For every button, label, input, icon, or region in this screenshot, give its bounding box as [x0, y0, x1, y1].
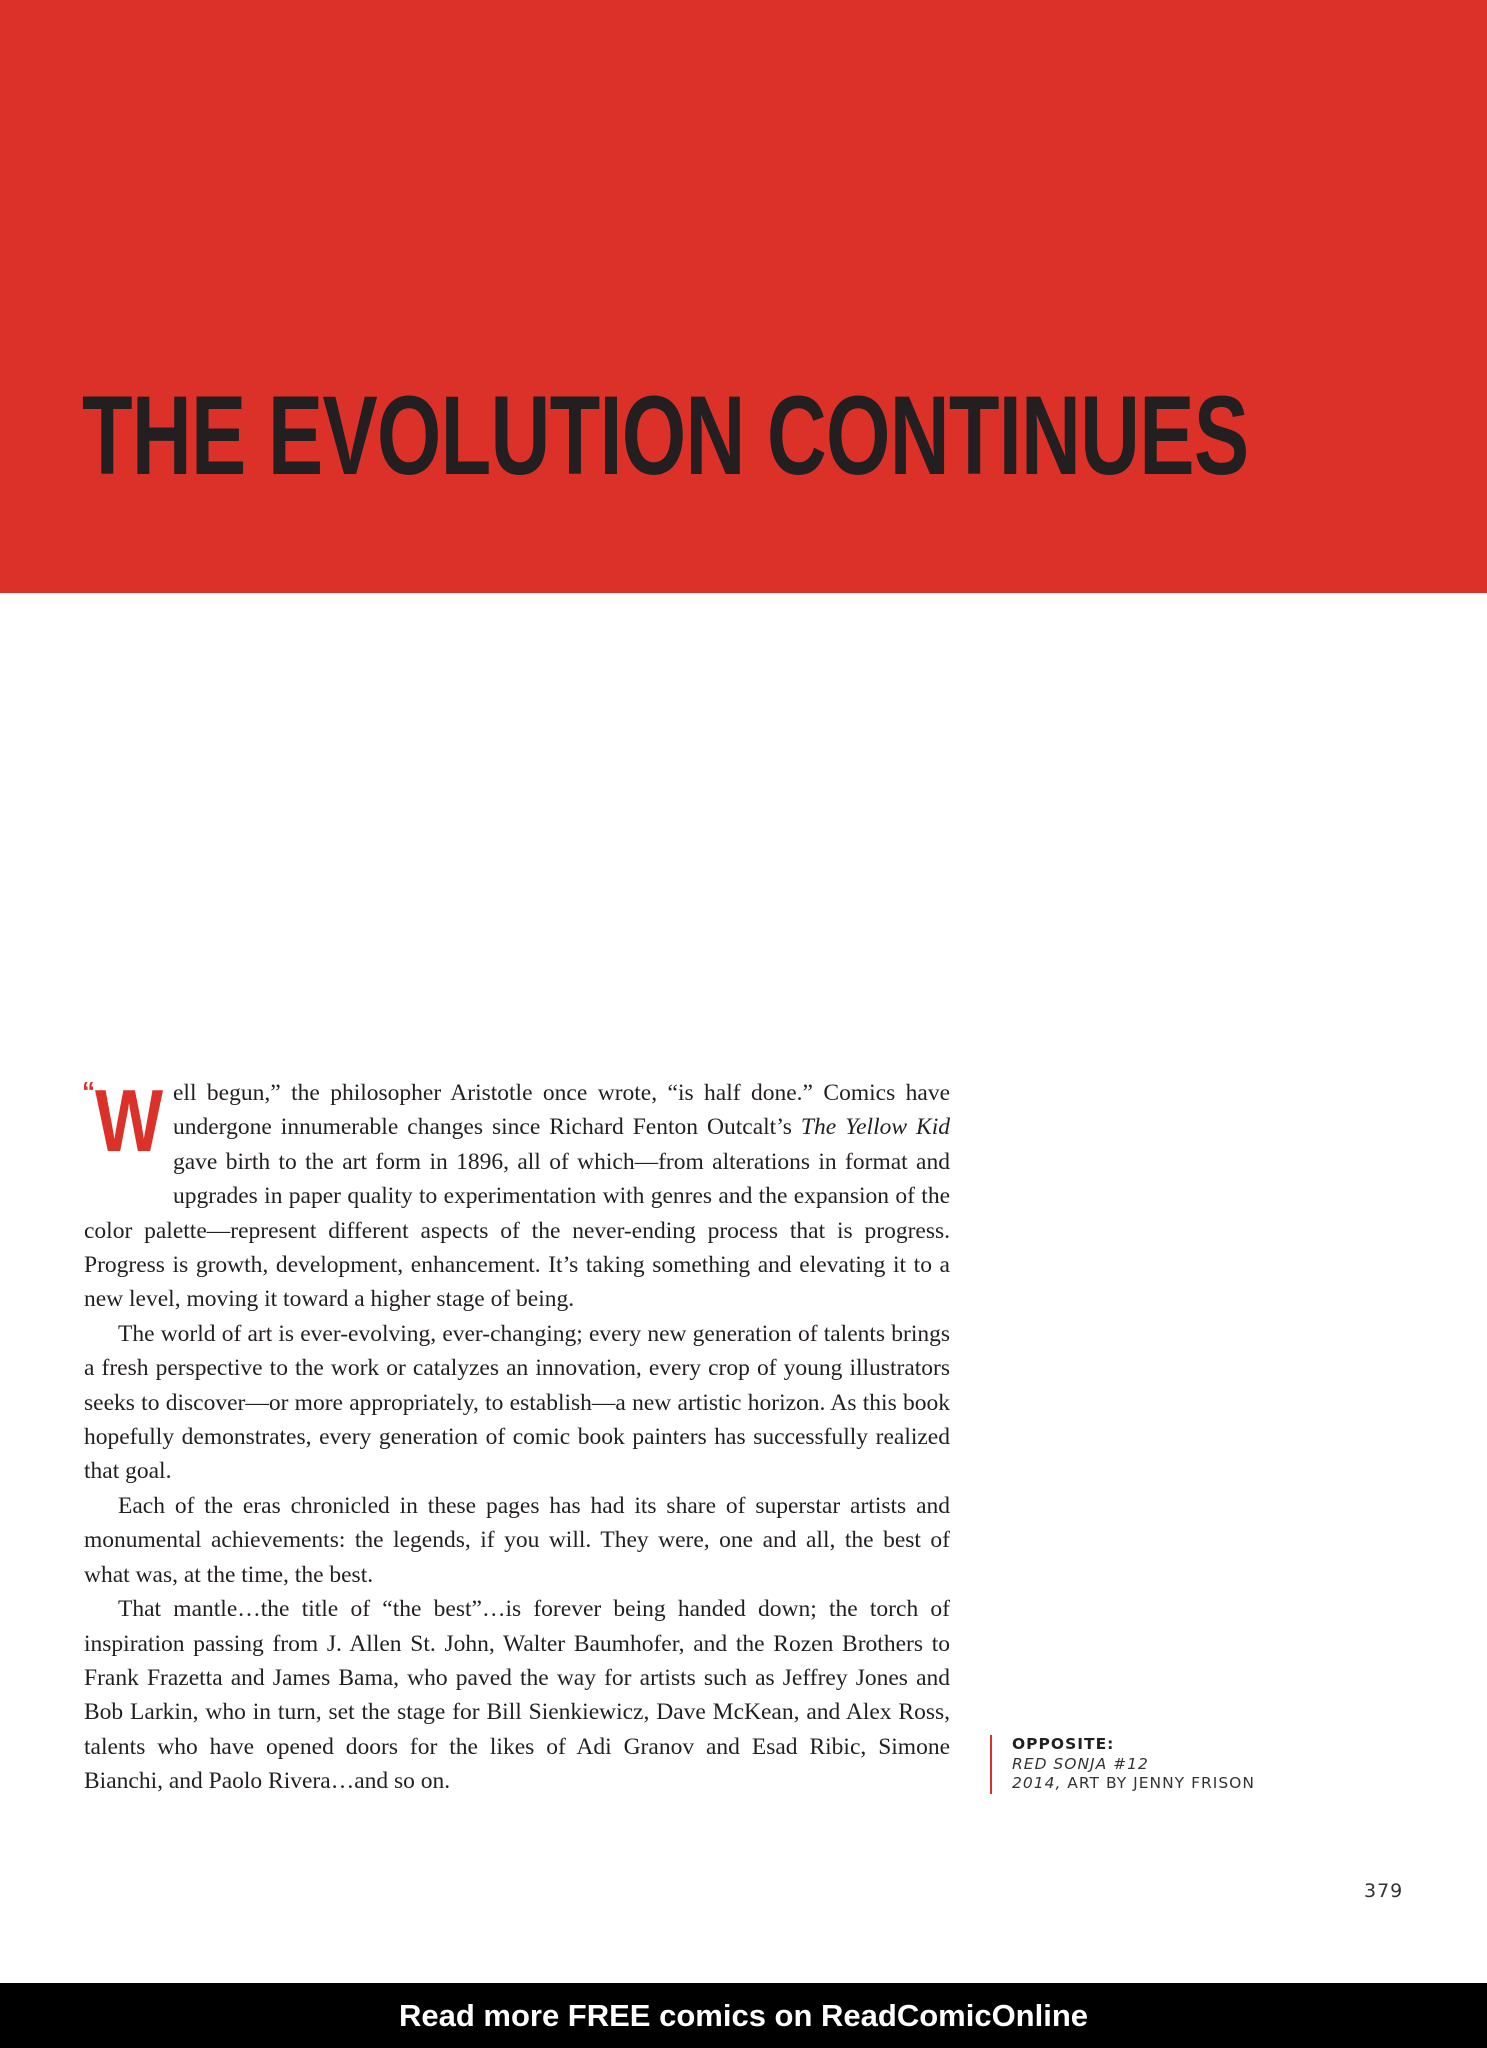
title-band: [0, 0, 1487, 593]
paragraph-1-text: ell begun,” the philosopher Aristotle once wrote, “is half done.” Comics have undergone innumerable changes since Richard Fenton Outcalt’s: [173, 1080, 950, 1141]
article-paragraph: The world of art is ever-evolving, ever-changing; every new generation of talents brings a fresh perspective to the work or catalyzes an innovation, every crop of young illustrators seeks to discover—or more appropriately, to establish—a new artistic horizon. As this book hopefully demonstrates, every generation of comic book painters has successfully realized that goal.: [84, 1320, 950, 1485]
yellow-kid-title: The Yellow Kid: [800, 1114, 951, 1141]
image-caption: [990, 1735, 1255, 1794]
caption-credit: ART BY JENNY FRISON: [1061, 1774, 1255, 1792]
page-number: 379: [1364, 1880, 1404, 1902]
caption-title: RED SONJA #12: [1012, 1754, 1149, 1773]
drop-cap: W: [95, 1071, 164, 1170]
caption-label: OPPOSITE:: [1012, 1735, 1115, 1753]
article-paragraph: Each of the eras chronicled in these pages has had its share of superstar artists and monumental achievements: the legends, if you will. They were, one and all, the best of what was, at the time, the best.: [84, 1492, 950, 1588]
article-body: [82, 1071, 951, 1799]
article-paragraph: [82, 1071, 951, 1317]
drop-open-quote: “: [82, 1076, 95, 1106]
paragraph-1-tail: gave birth to the art form in 1896, all of which—from alterations in format and upgrades in paper quality to experimentation with genres and the expansion of the color palette—represent different aspects of the never-ending process that is progress. Progress is growth, development, enhancement. It’s taking something and elevating it to a new level, moving it toward a higher stage of being.: [84, 1148, 950, 1313]
promo-banner[interactable]: [0, 1983, 1487, 2048]
promo-banner-text[interactable]: Read more FREE comics on ReadComicOnline: [398, 1997, 1089, 2033]
chapter-title: THE EVOLUTION CONTINUES: [82, 373, 1249, 498]
article-paragraph: That mantle…the title of “the best”…is forever being handed down; the torch of inspiration passing from J. Allen St. John, Walter Baumhofer, and the Rozen Brothers to Frank Frazetta and James Bama, who paved the way for artists such as Jeffrey Jones and Bob Larkin, who in turn, set the stage for Bill Sienkiewicz, Dave McKean, and Alex Ross, talents who have opened doors for the likes of Adi Granov and Esad Ribic, Simone Bianchi, and Paolo Rivera…and so on.: [84, 1596, 950, 1795]
caption-year: 2014,: [1012, 1774, 1062, 1792]
